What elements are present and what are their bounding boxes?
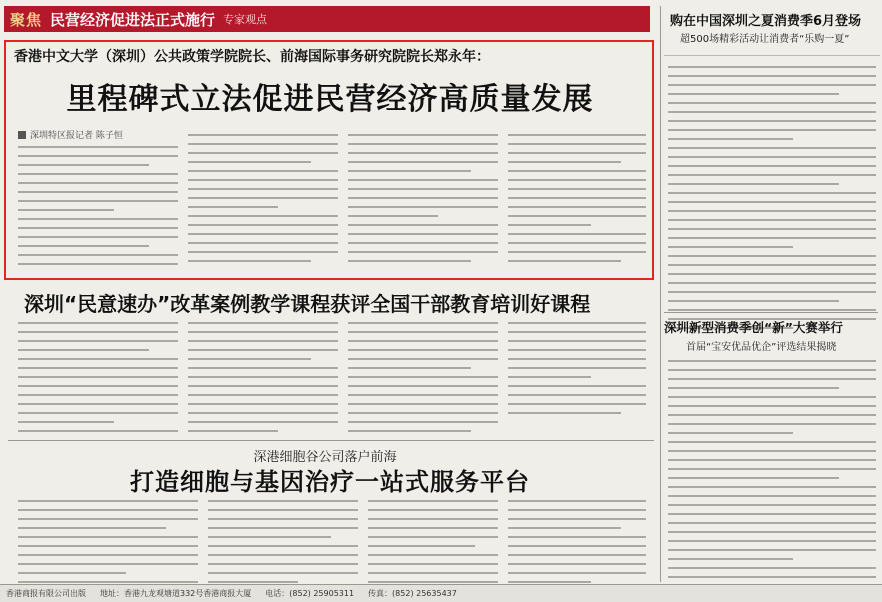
column-separator xyxy=(660,6,661,582)
section-banner xyxy=(4,6,650,32)
sidebar-story1-subtitle: 超500场精彩活动让消费者“乐购一夏” xyxy=(680,34,850,45)
lead-body-column-1 xyxy=(18,146,178,272)
byline-marker-icon xyxy=(18,131,26,139)
footer-address: 地址：香港九龙观塘道332号香港商报大厦 xyxy=(100,589,252,598)
lead-byline xyxy=(18,128,123,141)
footer-phone: 电话：(852) 25905311 xyxy=(265,589,355,598)
section-logo: 聚焦 xyxy=(10,10,43,29)
sidebar-story2-title: 深圳新型消费季创“新”大赛举行 xyxy=(664,320,843,335)
footer-fax: 传真：(852) 25635437 xyxy=(368,589,457,598)
article3-subheadline: 深港细胞谷公司落户前海 xyxy=(253,450,397,465)
page-footer xyxy=(0,584,882,602)
lead-body-column-2 xyxy=(188,134,338,269)
article2-body-column-4 xyxy=(508,322,646,421)
article3-body-column-3 xyxy=(368,500,498,590)
article2-body-column-2 xyxy=(188,322,338,439)
article-divider xyxy=(8,440,654,441)
article3-headline: 打造细胞与基因治疗一站式服务平台 xyxy=(130,468,530,496)
sidebar-story2-body xyxy=(668,360,876,594)
article3-body-column-2 xyxy=(208,500,358,590)
lead-body-column-3 xyxy=(348,134,498,269)
sidebar-divider xyxy=(664,312,878,313)
lead-headline: 里程碑式立法促进民营经济高质量发展 xyxy=(66,82,594,117)
section-title: 民营经济促进法正式施行 xyxy=(50,10,216,29)
section-subtitle: 专家观点 xyxy=(223,13,268,26)
article2-headline: 深圳“民意速办”改革案例教学课程获评全国干部教育培训好课程 xyxy=(24,292,591,316)
byline-text: 深圳特区报记者 陈子恒 xyxy=(30,131,123,141)
sidebar-story1-body xyxy=(668,66,876,336)
lead-kicker: 香港中文大学（深圳）公共政策学院院长、前海国际事务研究院院长郑永年： xyxy=(14,49,490,65)
sidebar-story2-subtitle: 首届“宝安优品优企”评选结果揭晓 xyxy=(686,342,837,353)
footer-publisher: 香港商报有限公司出版 xyxy=(6,589,86,598)
article3-body-column-1 xyxy=(18,500,198,590)
article3-body-column-4 xyxy=(508,500,646,590)
article2-body-column-3 xyxy=(348,322,498,439)
article2-body-column-1 xyxy=(18,322,178,439)
sidebar-story1-title: 购在中国深圳之夏消费季6月登场 xyxy=(670,14,862,29)
lead-body-column-4 xyxy=(508,134,646,269)
